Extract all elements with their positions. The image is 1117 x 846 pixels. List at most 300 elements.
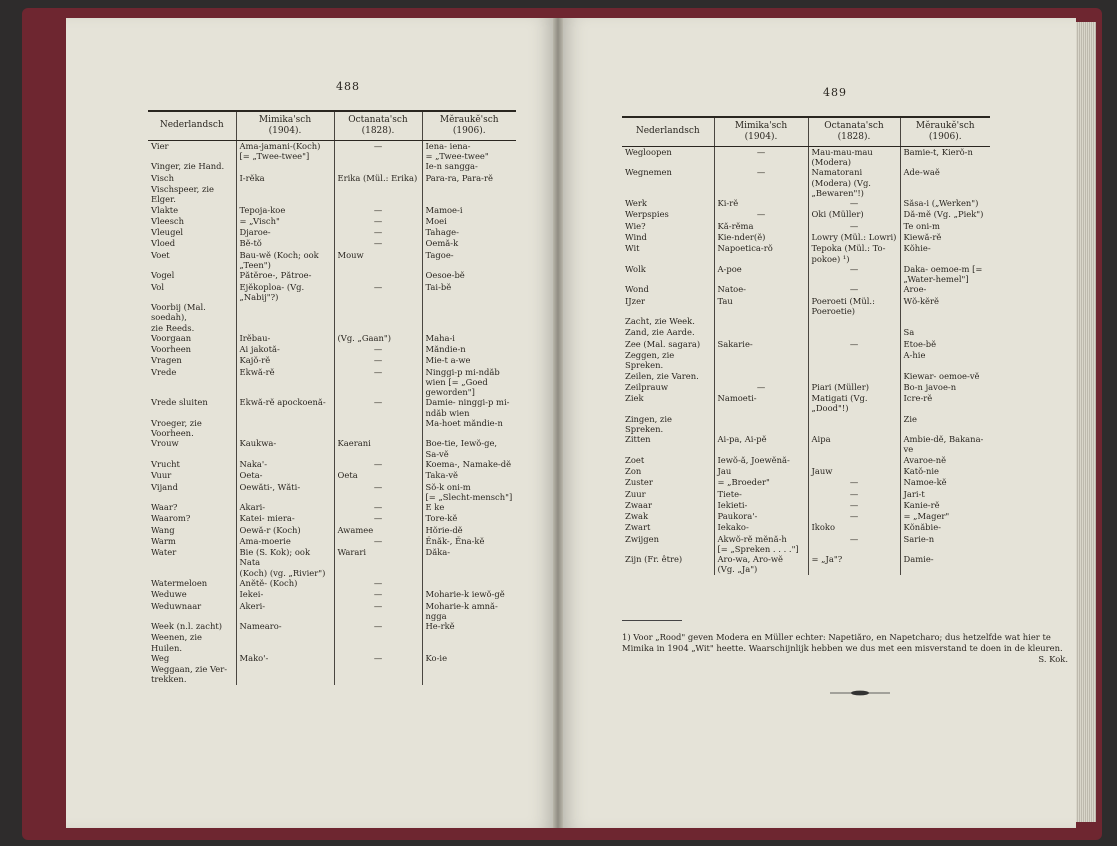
merauke-word: Te oni-m <box>900 221 990 232</box>
octanata-word: — <box>334 536 422 547</box>
mimika-word: — <box>714 146 808 167</box>
table-row <box>622 466 990 477</box>
merauke-word: Etoe-bĕ <box>900 339 990 350</box>
merauke-word: = „Mager" <box>900 511 990 522</box>
merauke-word: Damie- ninggi-p mi- ndăb wien <box>422 397 516 418</box>
mimika-word: Akwŏ-rĕ mĕnă-h [= „Spreken . . . ."] <box>714 534 808 555</box>
octanata-word: — <box>334 238 422 249</box>
merauke-word: Ěnăk-, Ěna-kĕ <box>422 536 516 547</box>
merauke-word: Dă-mĕ (Vg. „Piek") <box>900 209 990 220</box>
merauke-word: Boe-tie, Iewŏ-ge, Sa-vĕ <box>422 438 516 459</box>
dutch-word: Zwart <box>625 522 651 533</box>
mimika-word <box>236 664 334 685</box>
octanata-word: — <box>334 601 422 622</box>
table-row <box>148 397 516 418</box>
merauke-word: Săsa-i („Werken") <box>900 198 990 209</box>
merauke-word <box>900 316 990 327</box>
table-row <box>622 371 990 382</box>
dutch-word: Zingen, zie Spreken. <box>625 413 672 434</box>
merauke-word: Para-ra, Para-rĕ <box>422 173 516 184</box>
dutch-word: Weduwnaar <box>151 600 202 611</box>
octanata-word: — <box>808 534 900 555</box>
octanata-word: Lowry (Mül.: Lowri) <box>808 232 900 243</box>
column-header: Octanata'sch (1828). <box>808 117 900 146</box>
mimika-word: A-poe <box>714 264 808 285</box>
merauke-word: Oemă-k <box>422 238 516 249</box>
dutch-word: Zeilprauw <box>625 381 669 392</box>
merauke-word <box>422 664 516 685</box>
octanata-word: — <box>334 513 422 524</box>
dutch-word: Vleugel <box>151 227 184 238</box>
mimika-word: Bĕ-tŏ <box>236 238 334 249</box>
dutch-word: IJzer <box>625 295 646 306</box>
octanata-word: — <box>808 264 900 285</box>
merauke-word: Tai-bĕ <box>422 282 516 303</box>
dutch-word: Wind <box>625 232 647 243</box>
merauke-word: A-hie <box>900 350 990 371</box>
mimika-word: Iekei- <box>236 589 334 600</box>
mimika-word: Ama-jamani-(Koch) [= „Twee-twee"] <box>236 140 334 161</box>
mimika-word: Pătĕroe-, Pătroe- <box>236 270 334 281</box>
merauke-word <box>422 578 516 589</box>
dutch-word: Voorheen <box>151 344 192 355</box>
mimika-word <box>714 327 808 338</box>
mimika-word: I-rĕka <box>236 173 334 184</box>
mimika-word <box>236 418 334 439</box>
footnote-rule <box>622 620 682 621</box>
table-row <box>622 209 990 220</box>
merauke-word: Wŏ-kĕrĕ <box>900 296 990 317</box>
octanata-word: — <box>334 140 422 161</box>
mimika-word: Ai-pa, Ai-pĕ <box>714 434 808 455</box>
mimika-word: Oewăti-, Wăti- <box>236 482 334 503</box>
table-row <box>622 414 990 435</box>
octanata-word: Kaerani <box>334 438 422 459</box>
mimika-word <box>714 316 808 327</box>
merauke-word: He-rkĕ <box>422 621 516 632</box>
merauke-word: Koema-, Namake-dĕ <box>422 459 516 470</box>
octanata-word: — <box>334 282 422 303</box>
merauke-word <box>422 302 516 333</box>
octanata-word <box>808 350 900 371</box>
table-row <box>148 621 516 632</box>
octanata-word <box>334 632 422 653</box>
octanata-word <box>808 414 900 435</box>
mimika-word: Ama-moerie <box>236 536 334 547</box>
dutch-word: Wang <box>151 524 175 535</box>
dutch-word: Zand, zie Aarde. <box>625 327 695 338</box>
mimika-word: Mako'- <box>236 653 334 664</box>
merauke-word: Ade-waĕ <box>900 167 990 198</box>
table-row <box>622 316 990 327</box>
merauke-word: Ie-n sangga- <box>422 161 516 172</box>
dutch-word: Zitten <box>625 434 651 445</box>
dutch-word: Zeilen, zie Varen. <box>625 370 699 381</box>
table-row <box>148 238 516 249</box>
right-vocabulary-table <box>622 116 990 575</box>
mimika-word <box>236 302 334 333</box>
column-header: Mimika'sch (1904). <box>714 117 808 146</box>
table-row <box>148 536 516 547</box>
dutch-word: Zeggen, zie Spreken. <box>625 350 675 371</box>
dutch-word: Zuur <box>625 488 646 499</box>
merauke-word: Bo-n javoe-n <box>900 382 990 393</box>
ornament-icon <box>830 690 890 696</box>
table-row <box>148 184 516 205</box>
merauke-word: Oesoe-bĕ <box>422 270 516 281</box>
octanata-word: Ikoko <box>808 522 900 533</box>
page-edges <box>1076 22 1096 822</box>
merauke-word: Kiewar- oemoe-vĕ <box>900 371 990 382</box>
table-row <box>148 302 516 333</box>
merauke-word: Ninggi-p mi-ndăb wien [= „Goed geworden"] <box>422 367 516 398</box>
octanata-word: — <box>334 344 422 355</box>
merauke-word: Ma-hoet măndie-n <box>422 418 516 439</box>
octanata-word: Piari (Müller) <box>808 382 900 393</box>
table-row <box>622 350 990 371</box>
octanata-word: — <box>334 502 422 513</box>
mimika-word: Kie-nder(ĕ) <box>714 232 808 243</box>
mimika-word: Tepoja-koe <box>236 205 334 216</box>
octanata-word: Mouw <box>334 250 422 271</box>
merauke-word: Tore-kĕ <box>422 513 516 524</box>
column-header: Mĕraukĕ'sch (1906). <box>900 117 990 146</box>
column-header: Nederlandsch <box>148 111 236 140</box>
merauke-word: Zie <box>900 414 990 435</box>
dutch-word: Vijand <box>151 481 178 492</box>
octanata-word: — <box>334 589 422 600</box>
table-row <box>622 232 990 243</box>
mimika-word: Tau <box>714 296 808 317</box>
octanata-word: — <box>334 653 422 664</box>
dutch-word: Voorbij (Mal. soedah), zie Reeds. <box>151 302 206 333</box>
table-row <box>148 547 516 578</box>
mimika-word: Namoeti- <box>714 393 808 414</box>
octanata-word <box>808 327 900 338</box>
mimika-word: Oewă-r (Koch) <box>236 525 334 536</box>
dutch-word: Weenen, zie Huilen. <box>151 632 202 653</box>
octanata-word: (Vg. „Gaan") <box>334 333 422 344</box>
octanata-word: — <box>334 227 422 238</box>
octanata-word <box>334 302 422 333</box>
merauke-word: E ke <box>422 502 516 513</box>
octanata-word: Awamee <box>334 525 422 536</box>
table-row <box>622 382 990 393</box>
table-row <box>148 482 516 503</box>
dutch-word: Weggaan, zie Ver- trekken. <box>151 664 228 685</box>
column-header: Nederlandsch <box>622 117 714 146</box>
octanata-word <box>334 184 422 205</box>
table-row <box>148 270 516 281</box>
octanata-word: — <box>808 339 900 350</box>
dutch-word: Vier <box>151 140 169 151</box>
dutch-word: Vragen <box>151 355 182 366</box>
table-row <box>622 264 990 285</box>
mimika-word: Aro-wa, Aro-wĕ (Vg. „Ja") <box>714 554 808 575</box>
mimika-word: Namearo- <box>236 621 334 632</box>
dutch-word: Zacht, zie Week. <box>625 316 695 327</box>
dutch-word: Zon <box>625 465 642 476</box>
mimika-word: Kajŏ-rĕ <box>236 355 334 366</box>
octanata-word: — <box>334 355 422 366</box>
octanata-word <box>808 455 900 466</box>
mimika-word: Ejĕkoploa- (Vg. „Nabij"?) <box>236 282 334 303</box>
merauke-word: Katŏ-nie <box>900 466 990 477</box>
dutch-word: Wie? <box>625 220 646 231</box>
dutch-word: Zee (Mal. sagara) <box>625 338 701 349</box>
dutch-word: Vrouw <box>151 438 179 449</box>
table-row <box>148 664 516 685</box>
left-page-number: 488 <box>336 80 360 93</box>
octanata-word <box>334 418 422 439</box>
dutch-word: Vroeger, zie Voorheen. <box>151 417 202 439</box>
right-page-number: 489 <box>823 86 847 99</box>
table-row <box>622 455 990 466</box>
table-row <box>148 578 516 589</box>
table-row <box>148 205 516 216</box>
octanata-word <box>808 316 900 327</box>
octanata-word: — <box>334 367 422 398</box>
table-row <box>148 355 516 366</box>
dutch-word: Werpspies <box>625 209 669 220</box>
table-row <box>622 296 990 317</box>
merauke-word: Moharie-k iewŏ-gĕ <box>422 589 516 600</box>
merauke-word: Iena- iena- = „Twee-twee" <box>422 140 516 161</box>
mimika-word: Ki-rĕ <box>714 198 808 209</box>
table-row <box>148 333 516 344</box>
footnote <box>622 632 1068 665</box>
dutch-word: Wegloopen <box>625 146 672 157</box>
table-row <box>622 167 990 198</box>
table-row <box>622 554 990 575</box>
octanata-word: Namatorani (Modera) (Vg. „Bewaren"!) <box>808 167 900 198</box>
dutch-word: Voet <box>151 249 170 260</box>
merauke-word: Mamoe-i <box>422 205 516 216</box>
mimika-word: Bie (S. Kok); ook Nata (Koch) (vg. „Rivier") <box>236 547 334 578</box>
mimika-word: — <box>714 382 808 393</box>
mimika-word <box>236 161 334 172</box>
mimika-word: = „Broeder" <box>714 477 808 488</box>
table-row <box>148 418 516 439</box>
table-row <box>148 632 516 653</box>
dutch-word: Weg <box>151 652 170 663</box>
merauke-word: Taka-vĕ <box>422 470 516 481</box>
octanata-word: Tepoka (Mül.: To- pokoe) ¹) <box>808 243 900 264</box>
merauke-word: Aroe- <box>900 284 990 295</box>
dutch-word: Wegnemen <box>625 167 672 178</box>
merauke-word <box>422 632 516 653</box>
octanata-word: Poeroeti (Mül.: Poeroetie) <box>808 296 900 317</box>
dutch-word: Vrede sluiten <box>151 397 208 408</box>
table-row <box>148 589 516 600</box>
mimika-word <box>714 350 808 371</box>
table-row <box>622 146 990 167</box>
dutch-word: Vleesch <box>151 215 185 226</box>
octanata-word: — <box>808 511 900 522</box>
mimika-word: Kă-rĕma <box>714 221 808 232</box>
table-row <box>622 534 990 555</box>
octanata-word <box>334 664 422 685</box>
mimika-word: Jau <box>714 466 808 477</box>
dutch-word: Week (n.l. zacht) <box>151 621 223 632</box>
left-vocabulary-table <box>148 110 516 685</box>
table-row <box>148 140 516 161</box>
table-row <box>148 250 516 271</box>
merauke-word: Ambie-dĕ, Bakana-ve <box>900 434 990 455</box>
octanata-word: — <box>808 284 900 295</box>
mimika-word: Irĕbau- <box>236 333 334 344</box>
merauke-word: Namoe-kĕ <box>900 477 990 488</box>
mimika-word: Iewŏ-ă, Joewĕnă- <box>714 455 808 466</box>
octanata-word: = „Ja"? <box>808 554 900 575</box>
octanata-word: Warari <box>334 547 422 578</box>
book-gutter <box>553 18 563 828</box>
mimika-word: Tiete- <box>714 489 808 500</box>
table-row <box>622 198 990 209</box>
mimika-word: Iekako- <box>714 522 808 533</box>
dutch-word: Zwaar <box>625 499 652 510</box>
merauke-word: Bamie-t, Kierŏ-n <box>900 146 990 167</box>
table-row <box>622 500 990 511</box>
dutch-word: Vogel <box>151 270 175 281</box>
dutch-word: Vrede <box>151 366 177 377</box>
table-row <box>622 511 990 522</box>
merauke-word: Sa <box>900 327 990 338</box>
octanata-word: — <box>334 397 422 418</box>
octanata-word: — <box>808 198 900 209</box>
table-row <box>622 393 990 414</box>
octanata-word: — <box>334 459 422 470</box>
column-header: Octanata'sch (1828). <box>334 111 422 140</box>
dutch-word: Zwak <box>625 511 649 522</box>
mimika-word <box>714 414 808 435</box>
octanata-word: Jauw <box>808 466 900 477</box>
octanata-word: — <box>334 578 422 589</box>
table-row <box>622 434 990 455</box>
table-row <box>148 282 516 303</box>
merauke-word: Maha-i <box>422 333 516 344</box>
merauke-word: Kŏhie- <box>900 243 990 264</box>
table-row <box>148 227 516 238</box>
octanata-word: — <box>334 216 422 227</box>
mimika-word: Paukora'- <box>714 511 808 522</box>
footnote-text: 1) Voor „Rood" geven Modera en Müller echter: Napetiăro, en Napetcharo; dus hetzelfde wat hier te Mimika in 1904 „Wit" heette. Waarschijnlijk hebben we dus met een misverstand te doen in de kleuren. <box>622 632 1063 653</box>
octanata-word: Aipa <box>808 434 900 455</box>
dutch-word: Vuur <box>151 470 172 481</box>
octanata-word: — <box>808 489 900 500</box>
table-row <box>148 216 516 227</box>
mimika-word: Napoetica-rŏ <box>714 243 808 264</box>
mimika-word <box>236 184 334 205</box>
mimika-word: Natoe- <box>714 284 808 295</box>
table-row <box>148 513 516 524</box>
dutch-word: Vrucht <box>151 458 180 469</box>
mimika-word: Iekieti- <box>714 500 808 511</box>
dutch-word: Wond <box>625 284 649 295</box>
dutch-word: Voorgaan <box>151 332 192 343</box>
mimika-word: Djaroe- <box>236 227 334 238</box>
merauke-word: Tahage- <box>422 227 516 238</box>
merauke-word: Hŏrie-dĕ <box>422 525 516 536</box>
mimika-word: — <box>714 209 808 220</box>
dutch-word: Vischspeer, zie Elger. <box>151 184 214 205</box>
mimika-word: Sakarie- <box>714 339 808 350</box>
mimika-word: Anĕtĕ- (Koch) <box>236 578 334 589</box>
merauke-word <box>422 184 516 205</box>
merauke-word: Sŏ-k oni-m [= „Slecht-mensch"] <box>422 482 516 503</box>
octanata-word: — <box>334 205 422 216</box>
table-row <box>148 653 516 664</box>
merauke-word: Moharie-k amnă-ngga <box>422 601 516 622</box>
dutch-word: Wolk <box>625 263 646 274</box>
dutch-word: Ziek <box>625 393 644 404</box>
dutch-word: Water <box>151 547 177 558</box>
table-row <box>622 522 990 533</box>
merauke-word: Tagoe- <box>422 250 516 271</box>
merauke-word: Sarie-n <box>900 534 990 555</box>
octanata-word: Erika (Mül.: Erika) <box>334 173 422 184</box>
dutch-word: Zwijgen <box>625 533 659 544</box>
merauke-word: Avaroe-nĕ <box>900 455 990 466</box>
octanata-word: Oki (Müller) <box>808 209 900 220</box>
mimika-word: — <box>714 167 808 198</box>
table-row <box>148 367 516 398</box>
dutch-word: Vloed <box>151 238 176 249</box>
octanata-word <box>334 161 422 172</box>
column-header: Mĕraukĕ'sch (1906). <box>422 111 516 140</box>
dutch-word: Vinger, zie Hand. <box>151 161 225 172</box>
octanata-word <box>334 270 422 281</box>
merauke-word: Măndie-n <box>422 344 516 355</box>
mimika-word: Oeta- <box>236 470 334 481</box>
mimika-word: Katei- miera- <box>236 513 334 524</box>
mimika-word: Naka'- <box>236 459 334 470</box>
table-row <box>148 344 516 355</box>
dutch-word: Wit <box>625 243 640 254</box>
merauke-word: Jari-t <box>900 489 990 500</box>
dutch-word: Warm <box>151 535 176 546</box>
octanata-word: Matigati (Vg. „Dood"!) <box>808 393 900 414</box>
dutch-word: Vlakte <box>151 204 179 215</box>
footnote-signature: S. Kok. <box>1038 653 1068 664</box>
table-row <box>148 459 516 470</box>
mimika-word: Ai jakotă- <box>236 344 334 355</box>
table-row <box>148 161 516 172</box>
merauke-word: Kiewă-rĕ <box>900 232 990 243</box>
dutch-word: Watermeloen <box>151 577 208 588</box>
octanata-word: — <box>334 621 422 632</box>
table-row <box>148 601 516 622</box>
dutch-word: Vol <box>151 281 164 292</box>
mimika-word: Akari- <box>236 502 334 513</box>
table-row <box>148 470 516 481</box>
mimika-word: Ekwă-rĕ <box>236 367 334 398</box>
table-row <box>622 339 990 350</box>
octanata-word: — <box>808 500 900 511</box>
octanata-word: — <box>808 477 900 488</box>
dutch-word: Waarom? <box>151 513 191 524</box>
mimika-word: Akeri- <box>236 601 334 622</box>
dutch-word: Waar? <box>151 502 178 512</box>
column-header: Mimika'sch (1904). <box>236 111 334 140</box>
dutch-word: Zuster <box>625 477 653 488</box>
table-row <box>622 243 990 264</box>
dutch-word: Werk <box>625 198 647 209</box>
merauke-word: Icre-rĕ <box>900 393 990 414</box>
dutch-word: Visch <box>151 172 174 183</box>
octanata-word: Oeta <box>334 470 422 481</box>
table-row <box>622 284 990 295</box>
